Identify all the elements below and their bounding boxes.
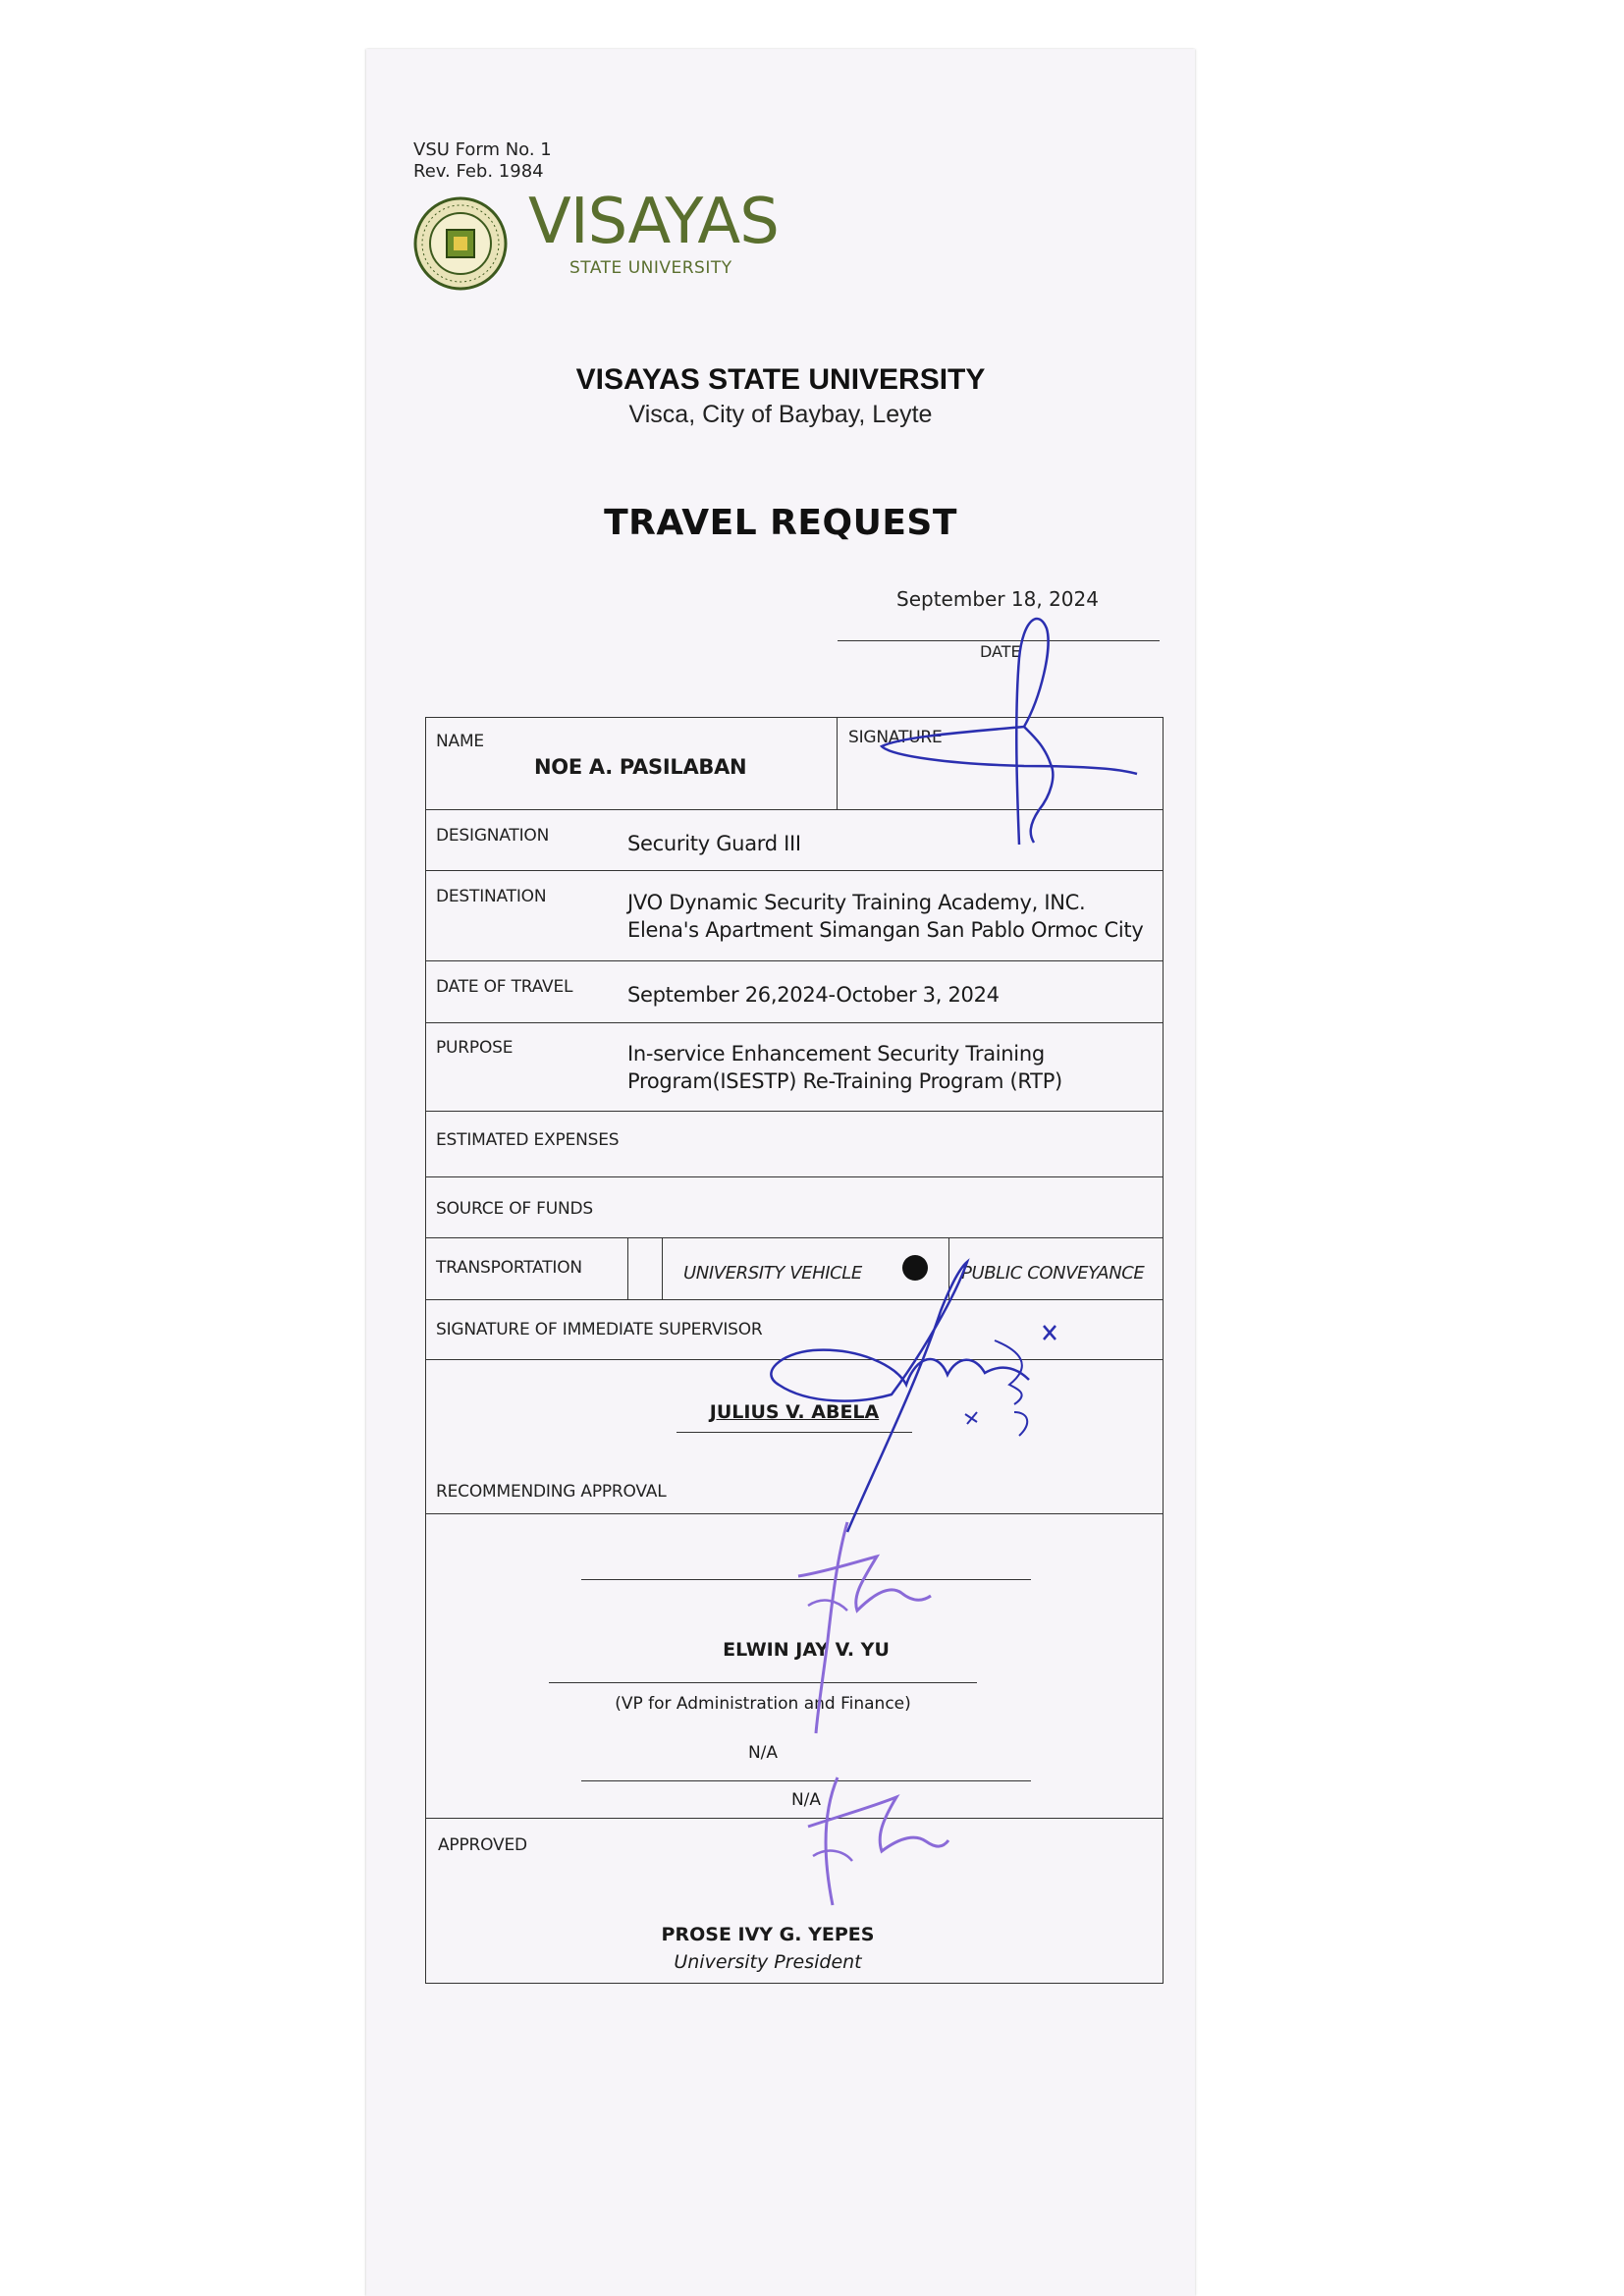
recommending-na-line <box>581 1780 1031 1781</box>
estimated-expenses-label: ESTIMATED EXPENSES <box>436 1130 620 1150</box>
row-divider <box>426 809 1163 810</box>
university-seal-icon <box>413 196 508 291</box>
form-number-block <box>413 139 552 183</box>
date-of-travel-value: September 26,2024-October 3, 2024 <box>627 983 1000 1007</box>
recommending-na-2: N/A <box>790 1790 822 1810</box>
travel-request-form <box>425 717 1164 1984</box>
form-revision: Rev. Feb. 1984 <box>413 161 544 182</box>
recommending-position: (VP for Administration and Finance) <box>615 1694 911 1714</box>
row-divider <box>426 1111 1163 1112</box>
date-underline <box>838 640 1160 641</box>
row-divider <box>426 1299 1163 1300</box>
designation-label: DESIGNATION <box>436 826 550 846</box>
date-label: DATE <box>980 642 1021 661</box>
public-conveyance-selected-mark <box>902 1255 928 1281</box>
form-number: VSU Form No. 1 <box>413 139 552 160</box>
destination-line2: Elena's Apartment Simangan San Pablo Ormoc City <box>627 918 1144 942</box>
recommending-name: ELWIN JAY V. YU <box>723 1639 890 1661</box>
recommending-approval-label: RECOMMENDING APPROVAL <box>436 1482 667 1502</box>
public-conveyance-option: PUBLIC CONVEYANCE <box>961 1263 1145 1284</box>
university-name: VISAYAS STATE UNIVERSITY <box>575 363 986 396</box>
destination-label: DESTINATION <box>436 887 547 906</box>
university-address: Visca, City of Baybay, Leyte <box>628 401 933 428</box>
logo-wordmark: VISAYAS <box>528 186 779 258</box>
document-page <box>366 49 1195 2296</box>
designation-value: Security Guard III <box>627 832 801 855</box>
approved-label: APPROVED <box>438 1835 527 1855</box>
row-divider <box>426 1513 1163 1514</box>
supervisor-label: SIGNATURE OF IMMEDIATE SUPERVISOR <box>436 1320 763 1339</box>
source-of-funds-label: SOURCE OF FUNDS <box>436 1199 593 1219</box>
destination-line1: JVO Dynamic Security Training Academy, INC. <box>627 891 1086 914</box>
transportation-label: TRANSPORTATION <box>436 1258 582 1278</box>
recommending-signature-line <box>581 1579 1031 1580</box>
purpose-line2: Program(ISESTP) Re-Training Program (RTP) <box>627 1069 1062 1093</box>
purpose-line1: In-service Enhancement Security Training <box>627 1042 1045 1066</box>
row-divider <box>426 1818 1163 1819</box>
recommending-name-line <box>549 1682 977 1683</box>
row-divider <box>426 1237 1163 1238</box>
approved-name: PROSE IVY G. YEPES <box>661 1924 875 1945</box>
date-value: September 18, 2024 <box>896 587 1099 611</box>
logo-wordmark-sub: STATE UNIVERSITY <box>569 258 732 278</box>
supervisor-name: JULIUS V. ABELA <box>709 1401 880 1423</box>
supervisor-signature-line <box>677 1432 912 1433</box>
name-label: NAME <box>436 732 484 751</box>
signature-label: SIGNATURE <box>848 728 943 747</box>
row-divider <box>426 960 1163 961</box>
date-of-travel-label: DATE OF TRAVEL <box>436 977 573 997</box>
page-title: TRAVEL REQUEST <box>604 503 957 543</box>
recommending-na-1: N/A <box>747 1743 779 1763</box>
university-vehicle-option: UNIVERSITY VEHICLE <box>683 1263 862 1284</box>
row-divider <box>426 1359 1163 1360</box>
column-divider <box>948 1237 949 1299</box>
purpose-label: PURPOSE <box>436 1038 514 1058</box>
column-divider <box>662 1237 663 1299</box>
row-divider <box>426 870 1163 871</box>
column-divider <box>627 1237 628 1299</box>
column-divider <box>837 718 838 809</box>
approved-position: University President <box>674 1951 862 1973</box>
row-divider <box>426 1022 1163 1023</box>
row-divider <box>426 1176 1163 1177</box>
name-value: NOE A. PASILABAN <box>534 755 747 779</box>
